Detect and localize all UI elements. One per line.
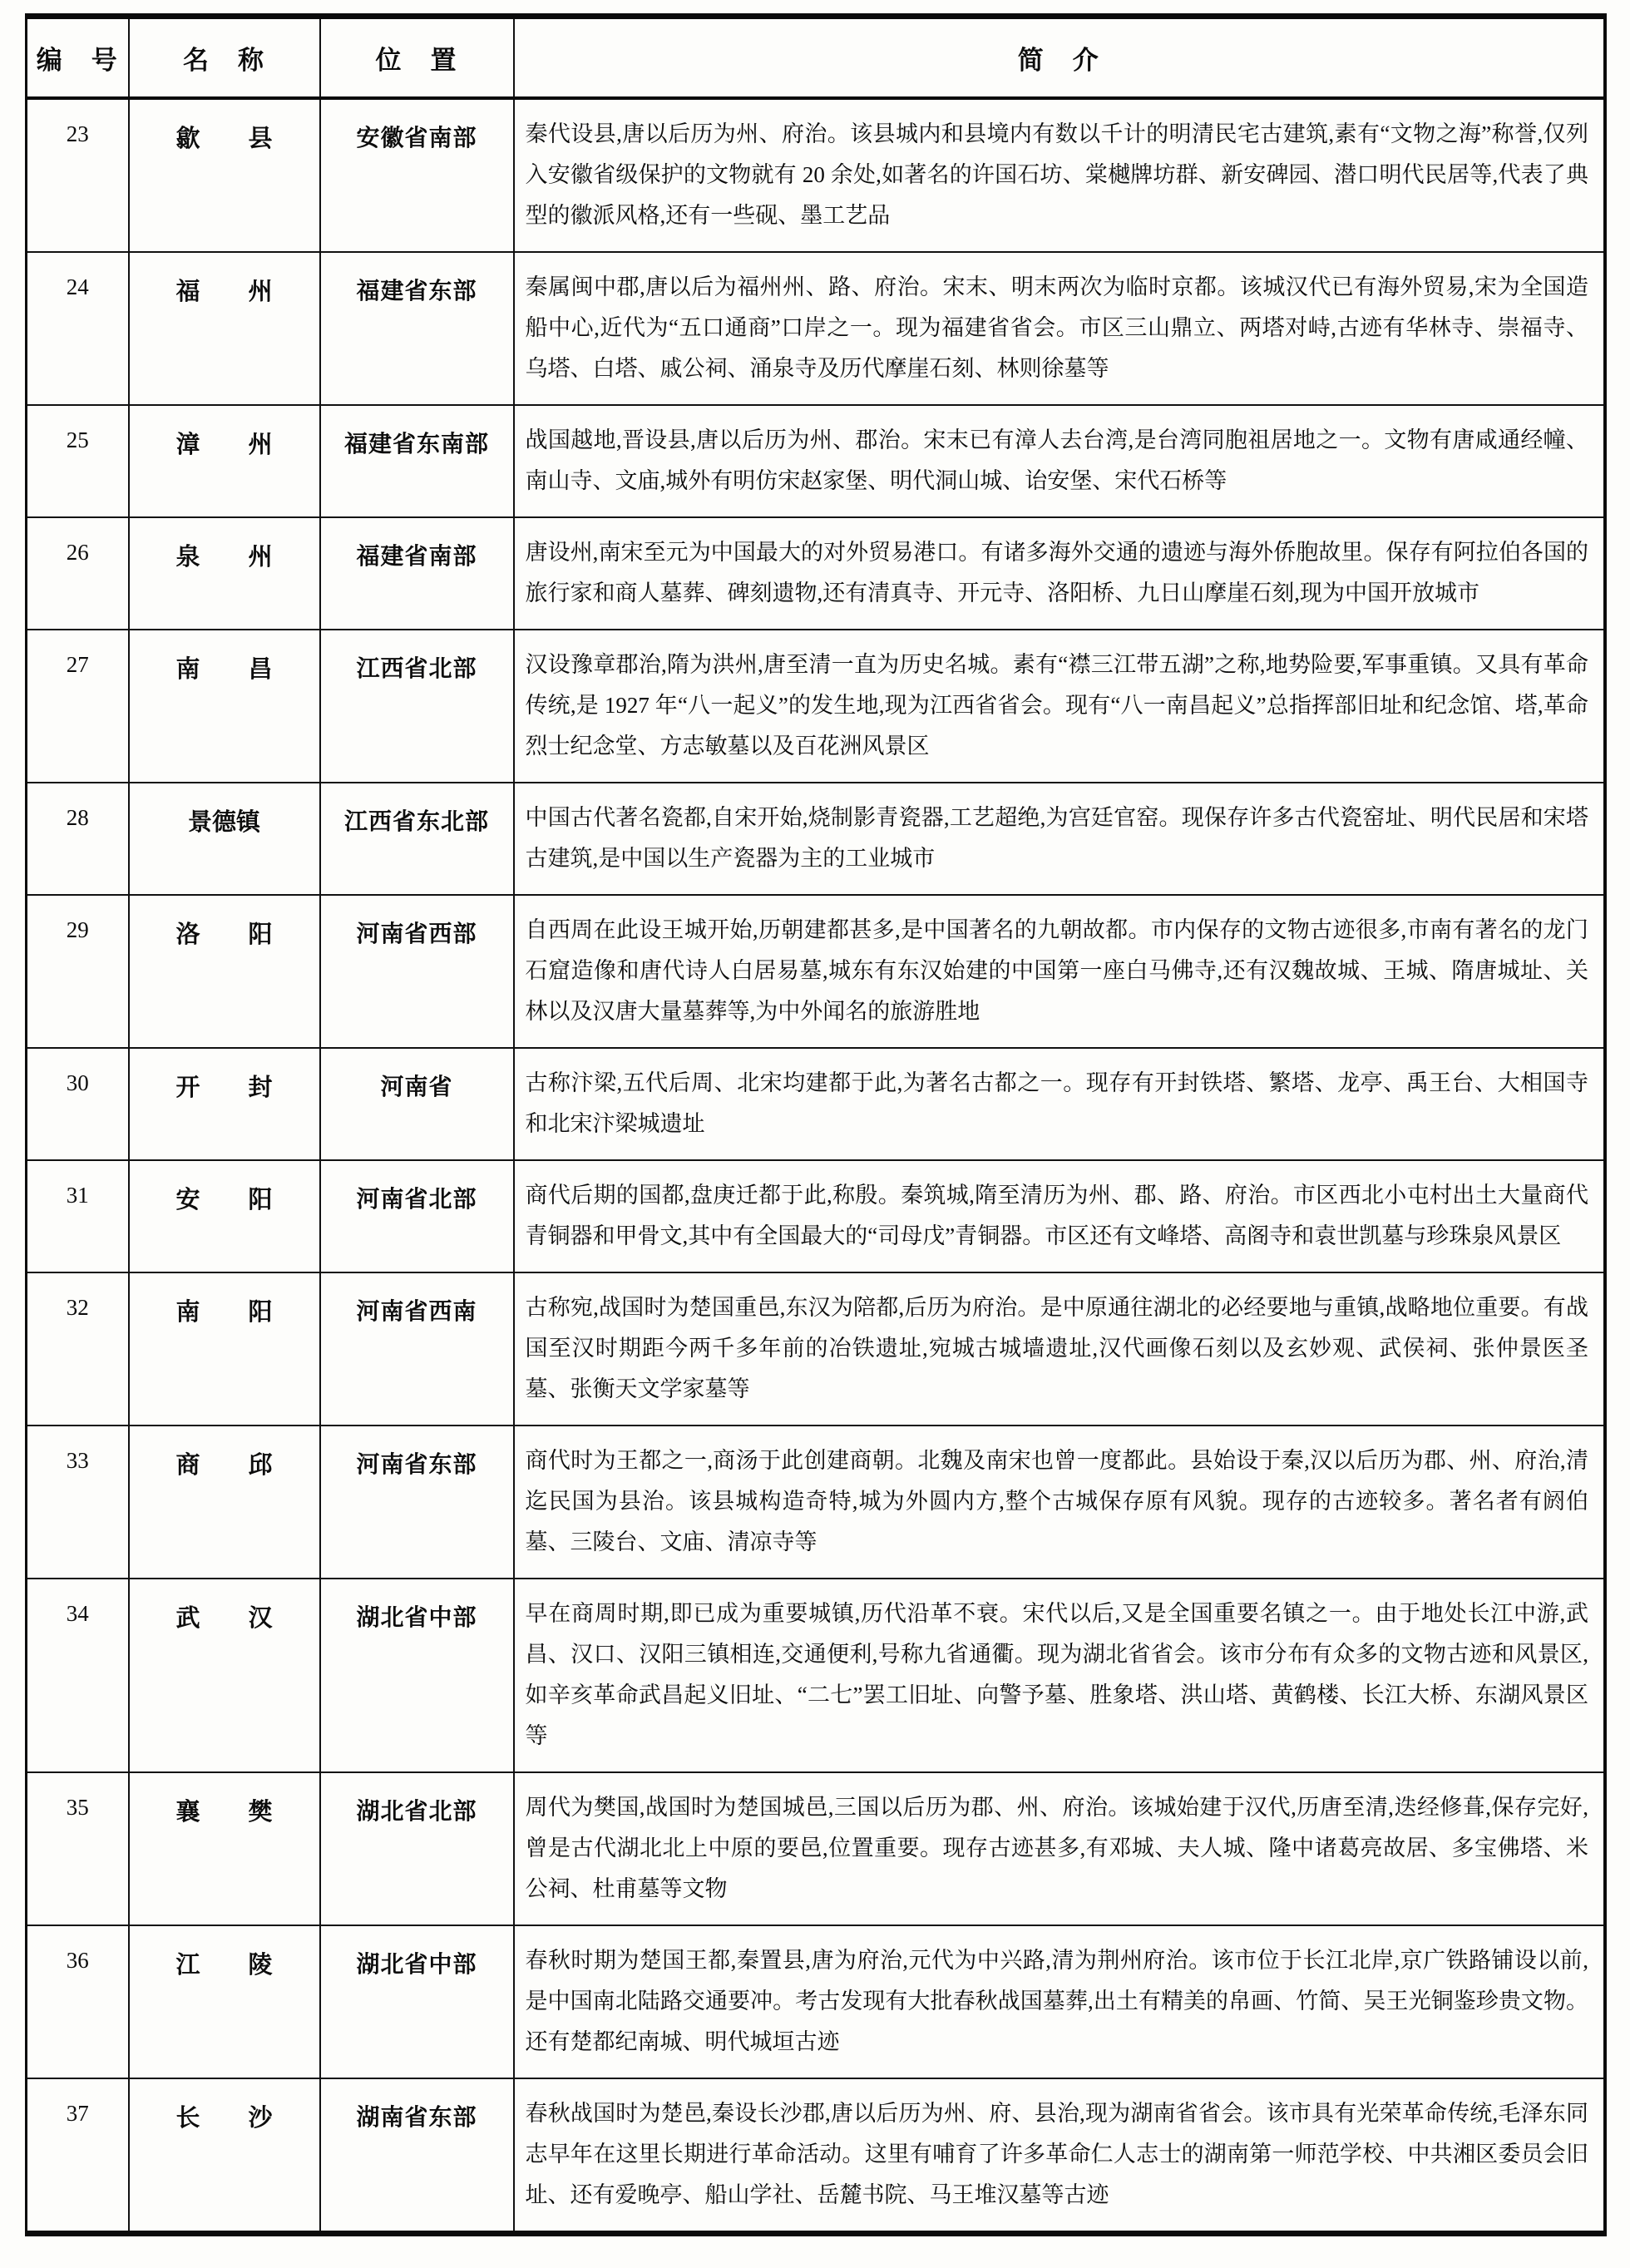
table-row: [27, 895, 1606, 1048]
description-cell: 早在商周时期,即已成为重要城镇,历代沿革不衰。宋代以后,又是全国重要名镇之一。由于地处长江中游,武昌、汉口、汉阳三镇相连,交通便利,号称九省通衢。现为湖北省省会。该市分布有众多的文物古迹和风景区,如辛亥革命武昌起义旧址、“二七”罢工旧址、向警予墓、胜象塔、洪山塔、黄鹤楼、长江大桥、东湖风景区等: [514, 1579, 1606, 1772]
row-number-cell: 28: [27, 783, 129, 895]
location-cell: 福建省东南部: [320, 405, 514, 517]
city-name-cell: 安 阳: [129, 1160, 320, 1272]
row-number-cell: 27: [27, 630, 129, 783]
table-row: [27, 1426, 1606, 1579]
city-name-cell: 武 汉: [129, 1579, 320, 1772]
description-cell: 商代后期的国都,盘庚迁都于此,称殷。秦筑城,隋至清历为州、郡、路、府治。市区西北小屯村出土大量商代青铜器和甲骨文,其中有全国最大的“司母戊”青铜器。市区还有文峰塔、高阁寺和袁世凯墓与珍珠泉风景区: [514, 1160, 1606, 1272]
city-name-cell: 景德镇: [129, 783, 320, 895]
city-name-cell: 洛 阳: [129, 895, 320, 1048]
row-number-cell: 30: [27, 1048, 129, 1160]
row-number-cell: 29: [27, 895, 129, 1048]
row-number-cell: 35: [27, 1772, 129, 1925]
location-cell: 湖北省中部: [320, 1579, 514, 1772]
city-name-cell: 开 封: [129, 1048, 320, 1160]
description-cell: 自西周在此设王城开始,历朝建都甚多,是中国著名的九朝故都。市内保存的文物古迹很多,市南有著名的龙门石窟造像和唐代诗人白居易墓,城东有东汉始建的中国第一座白马佛寺,还有汉魏故城、王城、隋唐城址、关林以及汉唐大量墓葬等,为中外闻名的旅游胜地: [514, 895, 1606, 1048]
city-name-cell: 南 昌: [129, 630, 320, 783]
description-cell: 汉设豫章郡治,隋为洪州,唐至清一直为历史名城。素有“襟三江带五湖”之称,地势险要,军事重镇。又具有革命传统,是 1927 年“八一起义”的发生地,现为江西省省会。现有“八一南昌起义”总指挥部旧址和纪念馆、塔,革命烈士纪念堂、方志敏墓以及百花洲风景区: [514, 630, 1606, 783]
location-cell: 河南省北部: [320, 1160, 514, 1272]
header-name: 名 称: [129, 17, 320, 98]
row-number-cell: 33: [27, 1426, 129, 1579]
city-name-cell: 商 邱: [129, 1426, 320, 1579]
table-row: [27, 1048, 1606, 1160]
location-cell: 河南省东部: [320, 1426, 514, 1579]
description-cell: 秦代设县,唐以后历为州、府治。该县城内和县境内有数以千计的明清民宅古建筑,素有“文物之海”称誉,仅列入安徽省级保护的文物就有 20 余处,如著名的许国石坊、棠樾牌坊群、新安碑园、潜口明代民居等,代表了典型的徽派风格,还有一些砚、墨工艺品: [514, 98, 1606, 252]
location-cell: 福建省南部: [320, 517, 514, 630]
city-name-cell: 襄 樊: [129, 1772, 320, 1925]
row-number-cell: 34: [27, 1579, 129, 1772]
row-number-cell: 26: [27, 517, 129, 630]
table-row: [27, 1925, 1606, 2078]
description-cell: 春秋战国时为楚邑,秦设长沙郡,唐以后历为州、府、县治,现为湖南省省会。该市具有光荣革命传统,毛泽东同志早年在这里长期进行革命活动。这里有哺育了许多革命仁人志士的湖南第一师范学校、中共湘区委员会旧址、还有爱晚亭、船山学社、岳麓书院、马王堆汉墓等古迹: [514, 2078, 1606, 2234]
description-cell: 商代时为王都之一,商汤于此创建商朝。北魏及南宋也曾一度都此。县始设于秦,汉以后历为郡、州、府治,清迄民国为县治。该县城构造奇特,城为外圆内方,整个古城保存原有风貌。现存的古迹较多。著名者有阏伯墓、三陵台、文庙、清凉寺等: [514, 1426, 1606, 1579]
table-row: [27, 517, 1606, 630]
location-cell: 河南省西南: [320, 1272, 514, 1426]
header-intro: 简 介: [514, 17, 1606, 98]
header-row: [27, 17, 1606, 98]
row-number-cell: 37: [27, 2078, 129, 2234]
table-row: [27, 1272, 1606, 1426]
city-name-cell: 福 州: [129, 252, 320, 405]
location-cell: 安徽省南部: [320, 98, 514, 252]
description-cell: 战国越地,晋设县,唐以后历为州、郡治。宋末已有漳人去台湾,是台湾同胞祖居地之一。文物有唐咸通经幢、南山寺、文庙,城外有明仿宋赵家堡、明代洞山城、诒安堡、宋代石桥等: [514, 405, 1606, 517]
table-row: [27, 1160, 1606, 1272]
location-cell: 江西省北部: [320, 630, 514, 783]
historic-cities-table: [25, 13, 1607, 2236]
description-cell: 古称宛,战国时为楚国重邑,东汉为陪都,后历为府治。是中原通往湖北的必经要地与重镇,战略地位重要。有战国至汉时期距今两千多年前的冶铁遗址,宛城古城墙遗址,汉代画像石刻以及玄妙观、武侯祠、张仲景医圣墓、张衡天文学家墓等: [514, 1272, 1606, 1426]
city-name-cell: 漳 州: [129, 405, 320, 517]
table-row: [27, 1772, 1606, 1925]
location-cell: 湖北省中部: [320, 1925, 514, 2078]
description-cell: 中国古代著名瓷都,自宋开始,烧制影青瓷器,工艺超绝,为宫廷官窑。现保存许多古代瓷窑址、明代民居和宋塔古建筑,是中国以生产瓷器为主的工业城市: [514, 783, 1606, 895]
row-number-cell: 31: [27, 1160, 129, 1272]
table-body: [27, 98, 1606, 2234]
description-cell: 古称汴梁,五代后周、北宋均建都于此,为著名古都之一。现存有开封铁塔、繁塔、龙亭、禹王台、大相国寺和北宋汴梁城遗址: [514, 1048, 1606, 1160]
table-row: [27, 405, 1606, 517]
location-cell: 河南省西部: [320, 895, 514, 1048]
city-name-cell: 歙 县: [129, 98, 320, 252]
table-row: [27, 98, 1606, 252]
table-row: [27, 1579, 1606, 1772]
location-cell: 江西省东北部: [320, 783, 514, 895]
city-name-cell: 长 沙: [129, 2078, 320, 2234]
location-cell: 福建省东部: [320, 252, 514, 405]
location-cell: 湖南省东部: [320, 2078, 514, 2234]
description-cell: 唐设州,南宋至元为中国最大的对外贸易港口。有诸多海外交通的遗迹与海外侨胞故里。保存有阿拉伯各国的旅行家和商人墓葬、碑刻遗物,还有清真寺、开元寺、洛阳桥、九日山摩崖石刻,现为中国开放城市: [514, 517, 1606, 630]
description-cell: 春秋时期为楚国王都,秦置县,唐为府治,元代为中兴路,清为荆州府治。该市位于长江北岸,京广铁路铺设以前,是中国南北陆路交通要冲。考古发现有大批春秋战国墓葬,出土有精美的帛画、竹简、吴王光铜鉴珍贵文物。还有楚都纪南城、明代城垣古迹: [514, 1925, 1606, 2078]
description-cell: 秦属闽中郡,唐以后为福州州、路、府治。宋末、明末两次为临时京都。该城汉代已有海外贸易,宋为全国造船中心,近代为“五口通商”口岸之一。现为福建省省会。市区三山鼎立、两塔对峙,古迹有华林寺、崇福寺、乌塔、白塔、戚公祠、涌泉寺及历代摩崖石刻、林则徐墓等: [514, 252, 1606, 405]
city-name-cell: 江 陵: [129, 1925, 320, 2078]
city-name-cell: 南 阳: [129, 1272, 320, 1426]
location-cell: 湖北省北部: [320, 1772, 514, 1925]
row-number-cell: 24: [27, 252, 129, 405]
description-cell: 周代为樊国,战国时为楚国城邑,三国以后历为郡、州、府治。该城始建于汉代,历唐至清,迭经修葺,保存完好,曾是古代湖北北上中原的要邑,位置重要。现存古迹甚多,有邓城、夫人城、隆中诸葛亮故居、多宝佛塔、米公祠、杜甫墓等文物: [514, 1772, 1606, 1925]
row-number-cell: 25: [27, 405, 129, 517]
table-header: [27, 17, 1606, 98]
row-number-cell: 36: [27, 1925, 129, 2078]
table-row: [27, 2078, 1606, 2234]
city-name-cell: 泉 州: [129, 517, 320, 630]
location-cell: 河南省: [320, 1048, 514, 1160]
header-number: 编 号: [27, 17, 129, 98]
header-location: 位 置: [320, 17, 514, 98]
table-row: [27, 783, 1606, 895]
row-number-cell: 23: [27, 98, 129, 252]
table-row: [27, 630, 1606, 783]
table-row: [27, 252, 1606, 405]
row-number-cell: 32: [27, 1272, 129, 1426]
